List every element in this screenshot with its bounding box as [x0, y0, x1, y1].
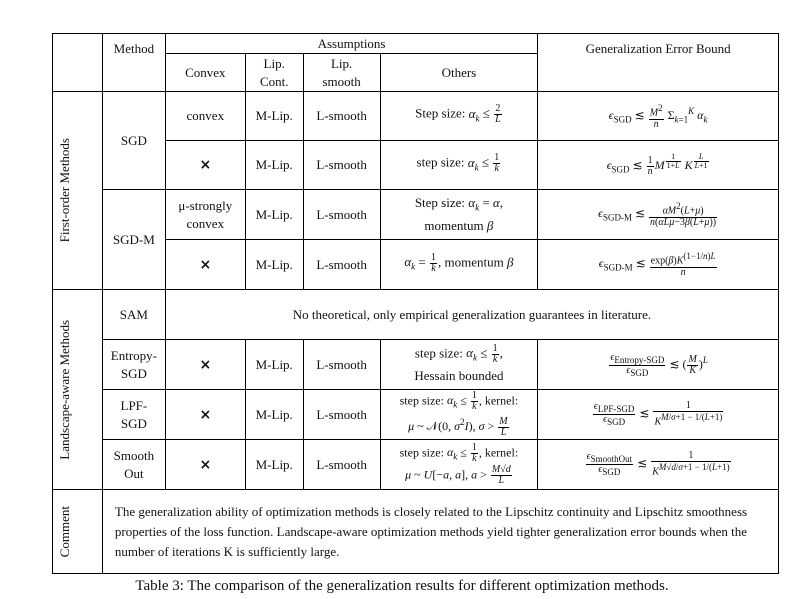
method-sam: SAM: [102, 290, 165, 340]
sgdm-r1-others: Step size: $\alpha_k = \alpha$, momentum β: [380, 190, 538, 240]
method-smooth-out: Smooth Out: [102, 440, 165, 490]
method-lpf-sgd: LPF- SGD: [102, 390, 165, 440]
comment-text: The generalization ability of optimization methods is closely related to the Lipschitz continuity and Lipschitz smoothness properties of the loss function. Landscape-aware optimization methods yield tighter generalization error bounds when the number of iterations K is sufficiently large.: [102, 490, 778, 574]
header-lip-cont: Lip. Cont.: [245, 54, 303, 92]
sgd-r1-others: Step size: $\alpha_k$ ≤ $\frac{2}{L}$: [380, 92, 538, 141]
lpf-lips: L-smooth: [303, 390, 380, 440]
sam-note: No theoretical, only empirical generalization guarantees in literature.: [165, 290, 778, 340]
entropy-convex-cross: ×: [165, 340, 245, 390]
sgdm-r1-bound: $\epsilon_{SGD-M}$ ≲ $\frac{\alpha M^2(L+\mu)}{\text{n(αLμ−3β(L+μ))}}$: [538, 190, 779, 240]
smooth-lips: L-smooth: [303, 440, 380, 490]
method-sgd: SGD: [102, 92, 165, 190]
comparison-table-frame: [52, 33, 779, 573]
smooth-lipc: M-Lip.: [245, 440, 303, 490]
comparison-table: [52, 33, 779, 574]
header-lip-smooth: Lip. smooth: [303, 54, 380, 92]
entropy-lips: L-smooth: [303, 340, 380, 390]
entropy-bound: $\frac{\epsilon_{Entropy-SGD}}{\epsilon_{SGD}}$ ≲ ( $\frac{M}{K}$ )$^L$: [538, 340, 779, 390]
group-first-order: First-order Methods: [53, 92, 103, 290]
header-method: Method: [102, 34, 165, 92]
sgdm-r1-lipc: M-Lip.: [245, 190, 303, 240]
sgd-r1-lipc: M-Lip.: [245, 92, 303, 141]
sgd-r2-others: step size: $\alpha_k$ ≤ $\frac{1}{k}$: [380, 141, 538, 190]
sgdm-r1-lips: L-smooth: [303, 190, 380, 240]
header-assumptions: Assumptions: [165, 34, 537, 54]
group-comment: Comment: [53, 490, 103, 574]
sgdm-r2-convex-cross: ×: [165, 240, 245, 290]
smooth-bound: $\frac{\epsilon_{SmoothOut}}{\epsilon_{SGD}}$ ≲ $\frac{1}{K^{M√d/\sigma+1 - 1/(L+1)}}$: [538, 440, 779, 490]
sgdm-r2-lips: L-smooth: [303, 240, 380, 290]
entropy-others: step size: $\alpha_k$ ≤ $\frac{1}{k}$ , Hessain bounded: [380, 340, 538, 390]
lpf-lipc: M-Lip.: [245, 390, 303, 440]
group-landscape-aware: Landscape-aware Methods: [53, 290, 103, 490]
lpf-convex-cross: ×: [165, 390, 245, 440]
sgd-r2-lips: L-smooth: [303, 141, 380, 190]
lpf-bound: $\frac{\epsilon_{LPF-SGD}}{\epsilon_{SGD}}$ ≲ $\frac{1}{K^{M/\sigma+1 - 1/(L+1)}}$: [538, 390, 779, 440]
entropy-lipc: M-Lip.: [245, 340, 303, 390]
sgdm-r1-convex: μ-strongly convex: [165, 190, 245, 240]
table-caption: Table 3: The comparison of the generalization results for different optimization methods.: [135, 578, 669, 594]
header-others: Others: [380, 54, 538, 92]
smooth-others: step size: $\alpha_k$ ≤ $\frac{1}{k}$ , kernel: μ ~ U[−a, a], a > $\frac{M√d}{L}$: [380, 440, 538, 490]
sgd-r2-lipc: M-Lip.: [245, 141, 303, 190]
header-bound: Generalization Error Bound: [538, 34, 779, 92]
sgd-r2-convex-cross: ×: [165, 141, 245, 190]
sgd-r1-convex: convex: [165, 92, 245, 141]
sgdm-r2-bound: $\epsilon_{SGD-M}$ ≲ $\frac{\exp(\beta)K^{(1-1/n)L}}{n}$: [538, 240, 779, 290]
lpf-others: step size: $\alpha_k$ ≤ $\frac{1}{k}$ , kernel: μ ~ 𝒩(0, $\sigma^2I$), σ > $\frac{M}{L}$: [380, 390, 538, 440]
header-convex: Convex: [165, 54, 245, 92]
method-sgd-m: SGD-M: [102, 190, 165, 290]
sgd-r2-bound: $\epsilon_{SGD}$ ≲ $\frac{1}{n}$ M $^{\frac{1}{1+L}}$ K $^{\frac{L}{L+1}}$: [538, 141, 779, 190]
smooth-convex-cross: ×: [165, 440, 245, 490]
sgdm-r2-lipc: M-Lip.: [245, 240, 303, 290]
sgdm-r2-others: $\alpha_k$ = $\frac{1}{k}$ , momentum β: [380, 240, 538, 290]
header-empty-cell: [53, 34, 103, 92]
sgd-r1-lips: L-smooth: [303, 92, 380, 141]
sgd-r1-bound: $\epsilon_{SGD}$ ≲ $\frac{M^2}{n}$ $\Sigma_{k=1}^K$ $\alpha_k$: [538, 92, 779, 141]
method-entropy-sgd: Entropy- SGD: [102, 340, 165, 390]
